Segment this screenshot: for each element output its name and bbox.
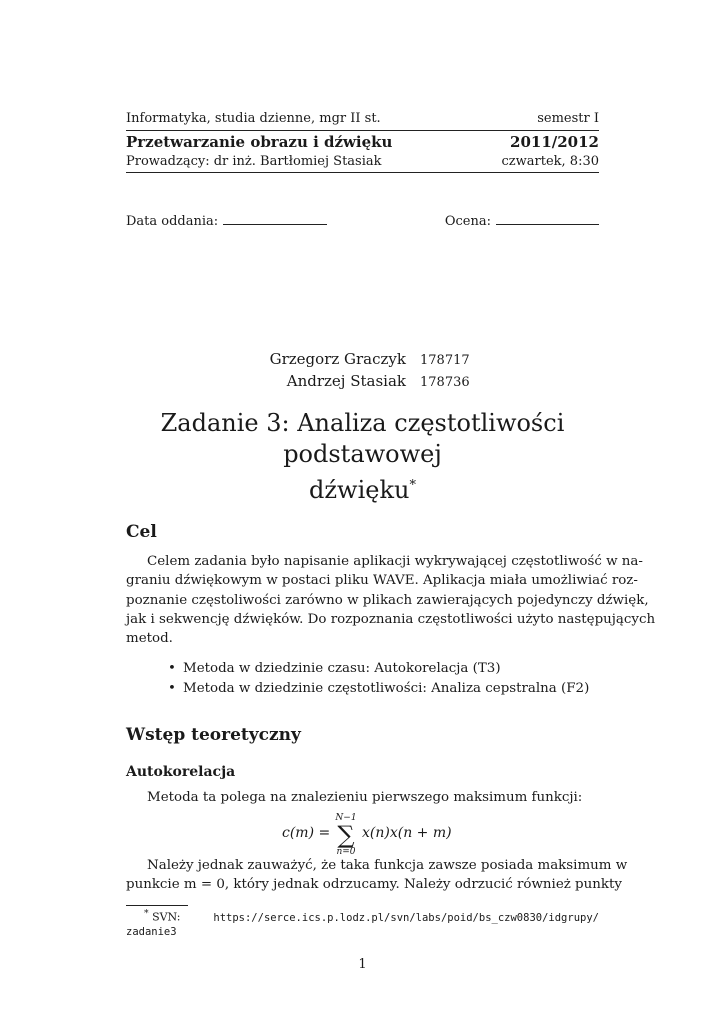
bullet-icon: • [168,661,176,676]
grade-blank-line [496,212,599,225]
paragraph-line: metod. [126,631,173,647]
sum-lower-limit: n=0 [336,847,356,857]
footnote-mark: * [144,908,149,919]
list-item-text: Metoda w dziedzinie czasu: Autokorelacja (T3) [183,661,501,676]
header-line-2 [126,133,599,151]
autokorelacja-followup [126,856,628,895]
equation-lhs: c(m) = [282,825,331,841]
header-lecturer: Prowadzący: dr inż. Bartłomiej Stasiak [126,154,382,169]
footnote-label: SVN: [152,910,181,924]
paragraph-line: Metoda ta polega na znalezieniu pierwszego maksimum funkcji: [147,790,583,805]
author-name: Andrzej Stasiak [286,372,406,390]
list-item [168,659,589,679]
title-footnote-mark: * [409,478,416,493]
author-name: Grzegorz Graczyk [269,350,406,368]
header-year: 2011/2012 [510,133,599,151]
header-semester: semestr I [537,111,599,126]
header-schedule: czwartek, 8:30 [501,154,599,169]
header-rule-top [126,130,599,131]
subsection-heading-autokorelacja: Autokorelacja [126,764,236,780]
author-id: 178736 [420,375,470,390]
date-blank-line [223,212,327,225]
footnote-prefix [144,908,181,924]
footnote-url-continued[interactable]: zadanie3 [126,925,177,938]
paragraph-line: jak i sekwencję dźwięków. Do rozpoznania częstotliwości użyto następujących [126,611,656,627]
header-line-1 [126,111,599,126]
autokorelacja-intro [126,788,599,807]
section-heading-cel: Cel [126,522,157,542]
grade-label: Ocena: [444,214,491,229]
methods-list [168,659,589,698]
authors-block [256,350,470,394]
document-title [100,408,625,506]
author-row [256,350,470,372]
paragraph-line: Celem zadania było napisanie aplikacji wykrywającej częstotliwość w na- [147,554,643,569]
header-line-3 [126,154,599,169]
paragraph-line: Należy jednak zauważyć, że taka funkcja zawsze posiada maksimum w [147,858,628,873]
submission-date [126,212,327,229]
date-label: Data oddania: [126,214,219,229]
bullet-icon: • [168,680,176,696]
author-row [256,372,470,394]
author-id: 178717 [420,353,470,368]
list-item [168,679,589,699]
header-program: Informatyka, studia dzienne, mgr II st. [126,111,381,126]
footnote-line-1 [126,908,599,924]
list-item-text: Metoda w dziedzinie częstotliwości: Analiza cepstralna (F2) [183,680,590,696]
sum-operator [333,813,359,857]
header-rule-bottom [126,172,599,173]
header-course: Przetwarzanie obrazu i dźwięku [126,133,393,151]
page-number: 1 [358,957,367,972]
footnote-url[interactable]: https://serce.ics.p.lodz.pl/svn/labs/poid/bs_czw0830/idgrupy/ [213,911,599,924]
title-line-1: Zadanie 3: Analiza częstotliwości podstawowej [160,409,565,468]
paragraph-line: graniu dźwiękowym w postaci pliku WAVE. Aplikacja miała umożliwiać roz- [126,573,638,589]
submission-row [126,212,599,229]
title-line-2: dźwięku [309,476,410,504]
footnote-rule [126,905,188,906]
sum-upper-limit: N−1 [335,813,357,823]
paragraph-line: poznanie częstoliwości zarówno w plikach zawierających pojedynczy dźwięk, [126,592,649,608]
cel-paragraph [126,552,656,648]
submission-grade [445,212,599,229]
paragraph-line: punkcie m = 0, który jednak odrzucamy. Należy odrzucić również punkty [126,877,622,893]
equation-rhs: x(n)x(n + m) [362,825,452,841]
footnote [126,908,599,938]
sigma-icon: ∑ [337,821,355,849]
section-heading-wstep: Wstęp teoretyczny [126,725,301,745]
